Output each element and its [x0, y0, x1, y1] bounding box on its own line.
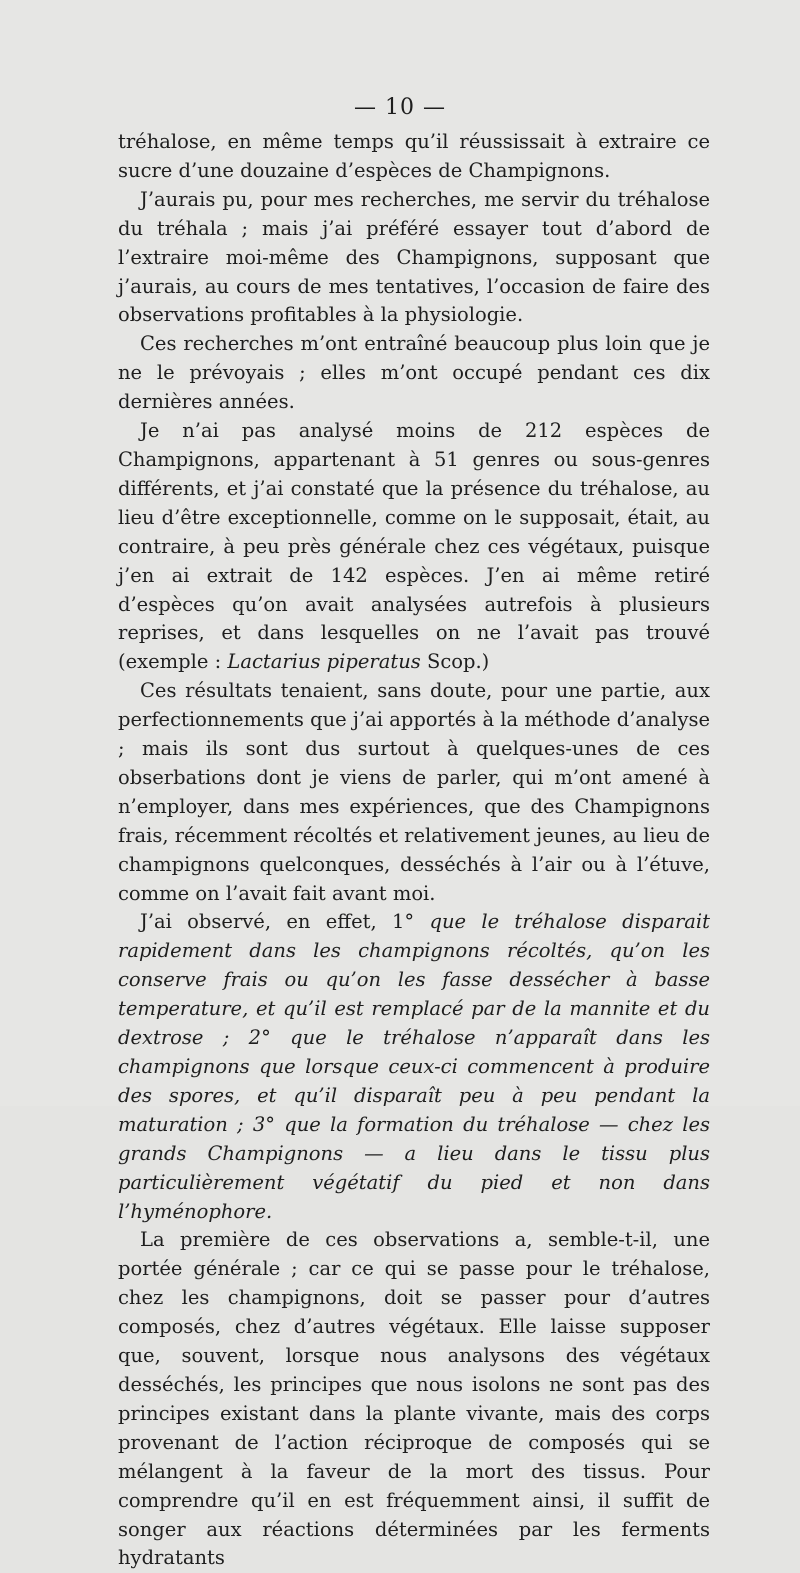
text-segment: J’aurais pu, pour mes recherches, me servir du tréhalose du tréhala ; mais j’ai préféré essayer tout d’abord de l’extraire moi-même des Champignons, supposant que j’aurais, au cours de mes tentatives, l’occasion de faire des observations profitables à la physiologie. — [118, 187, 710, 327]
paragraph — [118, 677, 710, 908]
page-body — [118, 128, 710, 1573]
text-segment: Je n’ai pas analysé moins de 212 espèces de Champignons, appartenant à 51 genres ou sous-genres différents, et j’ai constaté que la présence du tréhalose, au lieu d’être exceptionnelle, comme on le supposait, était, au contraire, à peu près générale chez ces végétaux, puisque j’en ai extrait de 142 espèces. J’en ai même retiré d’espèces qu’on avait analysées autrefois à plusieurs reprises, et dans lesquelles on ne l’avait pas trouvé (exemple : — [118, 419, 710, 674]
text-segment: tréhalose, en même temps qu’il réussissait à extraire ce sucre d’une douzaine d’espèces de Champignons. — [118, 130, 710, 182]
paragraph — [118, 1226, 710, 1573]
paragraph — [118, 330, 710, 417]
text-segment: Ces résultats tenaient, sans doute, pour une partie, aux perfectionnements que j’ai apportés à la méthode d’analyse ; mais ils sont dus surtout à quelques-unes de ces obserbations dont je viens de parler, qui m’ont amené à n’employer, dans mes expériences, que des Champignons frais, récemment récoltés et relativement jeunes, au lieu de champignons quelconques, desséchés à l’air ou à l’étuve, comme on l’avait fait avant moi. — [118, 679, 711, 905]
paragraph — [118, 186, 710, 331]
text-segment: Ces recherches m’ont entraîné beaucoup plus loin que je ne le prévoyais ; elles m’ont occupé pendant ces dix dernières années. — [118, 332, 710, 414]
text-segment: La première de ces observations a, semble-t-il, une portée générale ; car ce qui se passe pour le tréhalose, chez les champignons, doit se passer pour d’autres composés, chez d’autres végétaux. Elle laisse supposer que, souvent, lorsque nous analysons des végétaux desséchés, les principes que nous isolons ne sont pas des principes existant dans la plante vivante, mais des corps provenant de l’action réciproque de composés qui se mélangent à la faveur de la mort des tissus. Pour comprendre qu’il en est fréquemment ainsi, il suffit de songer aux réactions déterminées par les ferments hydratants — [118, 1228, 710, 1570]
text-segment: J’ai observé, en effet, 1° — [140, 910, 430, 934]
paragraph — [118, 417, 710, 677]
paragraph — [118, 128, 710, 186]
page-number: — 10 — — [354, 95, 446, 120]
italic-text: que le tréhalose disparait rapidement dans les champignons récoltés, qu’on les conserve frais ou qu’on les fasse dessécher à basse temperature, et qu’il est remplacé par de la mannite et du dextrose ; 2° que le tréhalose n’apparaît dans les champignons que lorsque ceux-ci commencent à produire des spores, et qu’il disparaît peu à peu pendant la maturation ; 3° que la formation du tréhalose — chez les grands Champignons — a lieu dans le tissu plus particulièrement végétatif du pied et non dans l’hyménophore. — [118, 910, 710, 1223]
italic-text: Lactarius piperatus — [227, 650, 421, 674]
text-segment: Scop.) — [420, 650, 490, 674]
paragraph — [118, 908, 710, 1226]
